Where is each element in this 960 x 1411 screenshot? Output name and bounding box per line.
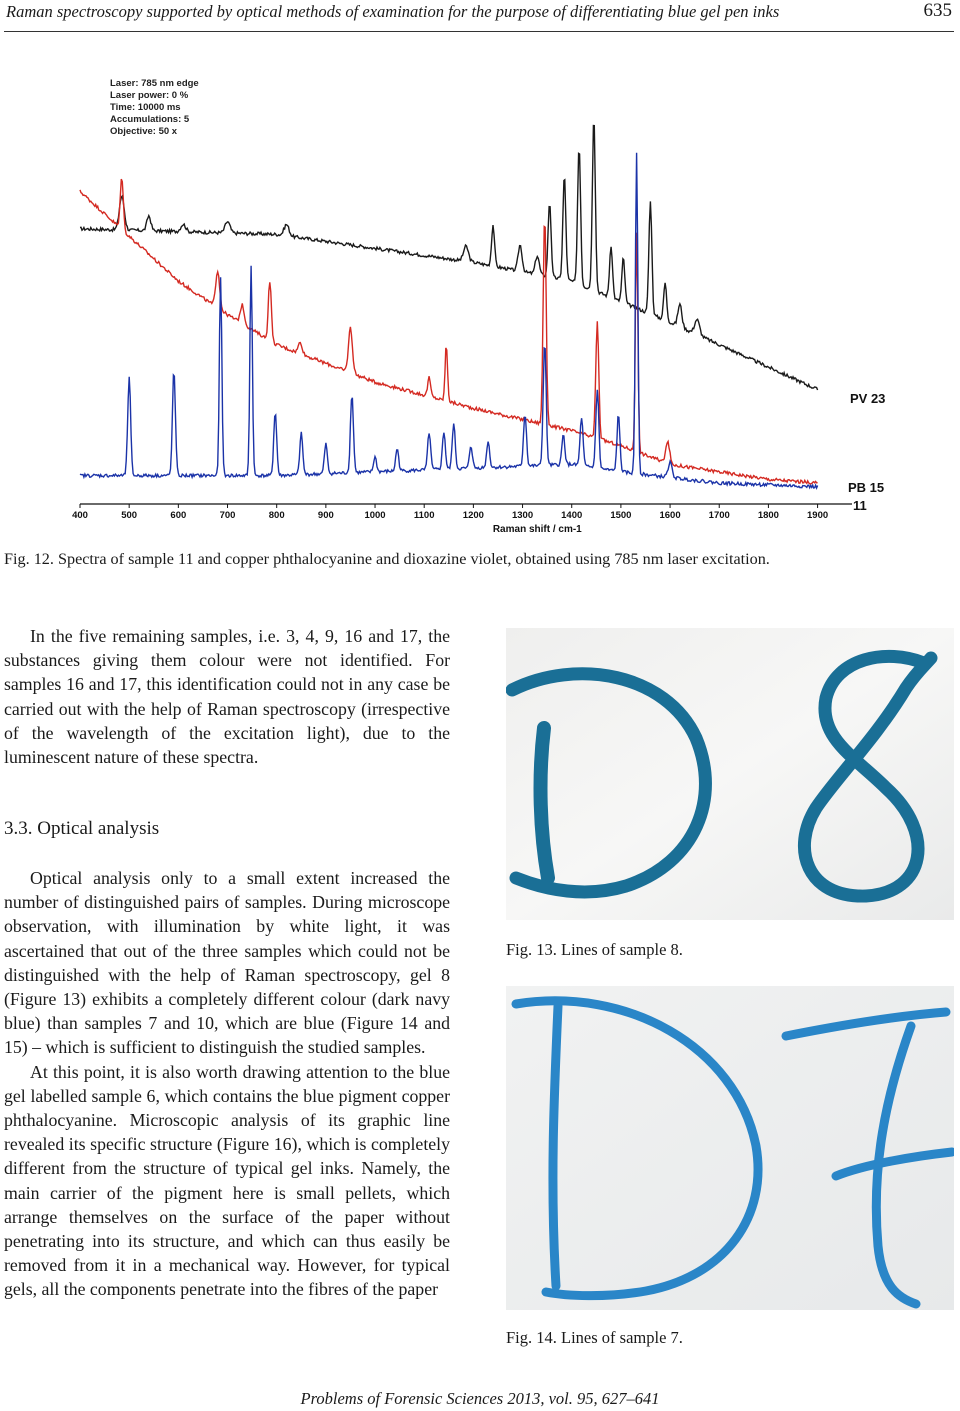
header-rule bbox=[4, 31, 954, 32]
setting-line: Objective: 50 x bbox=[110, 126, 178, 137]
raman-spectrum-chart bbox=[70, 64, 910, 540]
x-tick-label: 1300 bbox=[511, 510, 534, 521]
x-tick-label: 1600 bbox=[659, 510, 681, 521]
figure-12-caption: Fig. 12. Spectra of sample 11 and copper phthalocyanine and dioxazine violet, obtained using 785 nm laser excitation. bbox=[4, 550, 770, 568]
figure-13-caption: Fig. 13. Lines of sample 8. bbox=[506, 940, 683, 959]
section-heading: 3.3. Optical analysis bbox=[4, 818, 160, 839]
x-tick-label: 1800 bbox=[757, 510, 779, 521]
setting-line: Time: 10000 ms bbox=[110, 102, 181, 113]
x-tick-label: 500 bbox=[121, 510, 138, 521]
series-labels bbox=[848, 391, 885, 513]
paragraph-3-text: At this point, it is also worth drawing attention to the blue gel labelled sample 6, which contains the blue pigment copper phthalocyanine. Microscopic analysis of its graphic line revealed its specific structure (Figure 16), which is completely different from the structure of typical gel inks. Namely, the main carrier of the pigment here is small pellets, which arrange themselves on the surface of the paper without penetrating into its structure, and which can thus easily be removed from it in a mechanical way. However, for typical gels, all the components penetrate into the fibres of the paper bbox=[4, 1061, 450, 1300]
setting-line: Accumulations: 5 bbox=[110, 114, 190, 125]
x-tick-label: 1200 bbox=[462, 510, 484, 521]
series-label: 11 bbox=[853, 498, 867, 513]
x-tick-label: 1400 bbox=[561, 510, 583, 521]
series-line-pv-23 bbox=[80, 126, 818, 391]
series-line-pb-15 bbox=[80, 179, 818, 484]
x-tick-label: 1700 bbox=[708, 510, 730, 521]
paragraph-2-3 bbox=[4, 866, 450, 1302]
x-tick-label: 1900 bbox=[807, 510, 829, 521]
x-tick-label: 1000 bbox=[364, 510, 386, 521]
journal-footer: Problems of Forensic Sciences 2013, vol. 95, 627–641 bbox=[300, 1389, 660, 1408]
setting-line: Laser power: 0 % bbox=[110, 90, 189, 101]
figure-14-caption: Fig. 14. Lines of sample 7. bbox=[506, 1328, 683, 1347]
x-tick-label: 600 bbox=[170, 510, 187, 521]
paragraph-2-text: Optical analysis only to a small extent increased the number of distinguished pairs of samples. During microscope observation, with illumination by white light, it was ascertained that out of the three samples which could not be distinguished with the help of Raman spectroscopy, gel 8 (Figure 13) exhibits a completely different colour (dark navy blue) than samples 7 and 10, which are blue (Figure 14 and 15) – which is sufficient to distinguish the studied samples. bbox=[4, 868, 450, 1058]
x-tick-label: 700 bbox=[219, 510, 236, 521]
paragraph-1-text: In the five remaining samples, i.e. 3, 4, 9, 16 and 17, the substances giving them colour were not identified. For samples 16 and 17, this identification could not in any case be carried out with the help of Raman spectroscopy (irrespective of the wavelength of the excitation light), due to the luminescent nature of these spectra. bbox=[4, 626, 450, 768]
spectrum-series-group bbox=[80, 126, 818, 489]
x-tick-label: 1500 bbox=[610, 510, 632, 521]
x-tick-label: 900 bbox=[317, 510, 334, 521]
series-label: PV 23 bbox=[850, 391, 886, 406]
figure-14-photo bbox=[506, 986, 954, 1310]
running-header-title: Raman spectroscopy supported by optical methods of examination for the purpose of differentiating blue gel pen inks bbox=[6, 2, 780, 21]
paper-background bbox=[506, 986, 954, 1310]
x-tick-label: 1100 bbox=[413, 510, 435, 521]
acquisition-settings bbox=[110, 78, 199, 137]
x-tick-label: 400 bbox=[72, 510, 88, 521]
x-axis-label: Raman shift / cm-1 bbox=[492, 524, 582, 535]
series-label: PB 15 bbox=[848, 480, 885, 495]
paragraph-1 bbox=[4, 624, 450, 769]
x-tick-label: 800 bbox=[268, 510, 285, 521]
figure-13-photo bbox=[506, 628, 954, 920]
setting-line: Laser: 785 nm edge bbox=[110, 78, 199, 89]
page-number: 635 bbox=[923, 0, 952, 21]
series-line-11 bbox=[80, 153, 818, 488]
x-axis-ticks bbox=[72, 504, 828, 521]
